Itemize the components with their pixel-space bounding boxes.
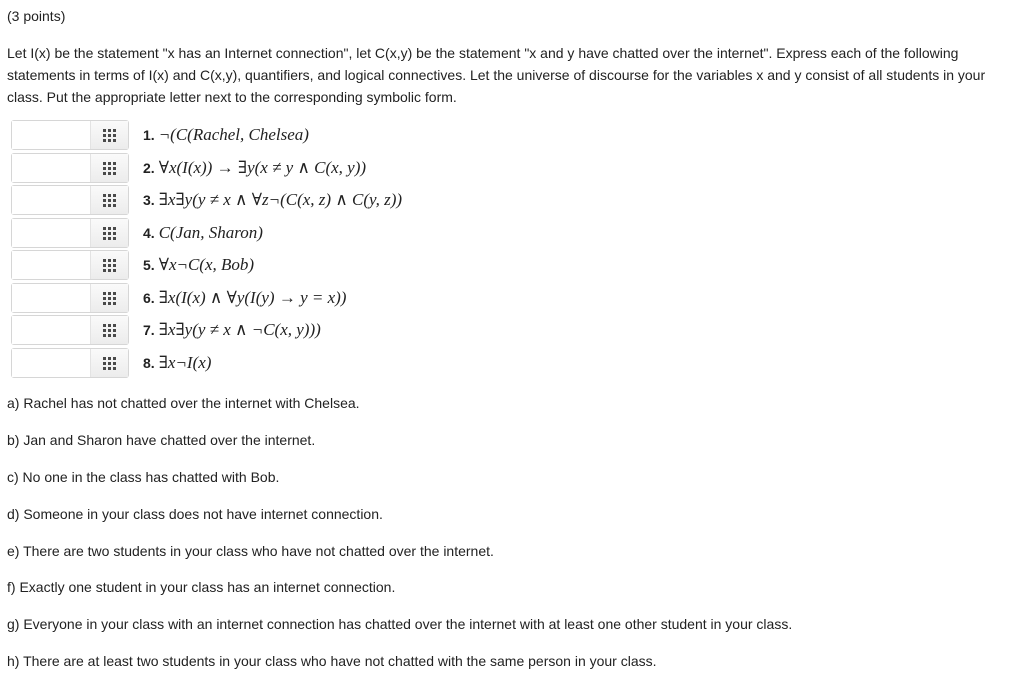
answer-option-h: h) There are at least two students in your class who have not chatted with the same person in your class.	[7, 653, 657, 669]
answer-dropdown-2[interactable]	[11, 153, 129, 183]
answer-option-c: c) No one in the class has chatted with Bob.	[7, 469, 280, 485]
item-number: 2.	[143, 159, 155, 176]
grid-icon	[103, 227, 116, 240]
symbolic-form	[143, 254, 254, 277]
dropdown-trigger-3[interactable]	[91, 186, 128, 214]
dropdown-trigger-4[interactable]	[91, 219, 128, 247]
item-expression: C(Jan, Sharon)	[158, 222, 263, 242]
item-number: 7.	[143, 322, 155, 338]
item-number: 4.	[143, 224, 155, 241]
matching-row	[11, 153, 711, 183]
answer-field-2[interactable]	[12, 154, 91, 182]
symbolic-form	[143, 222, 263, 245]
answer-field-7[interactable]	[12, 316, 91, 344]
item-expression: ∀x(I(x)) → ∃y(x ≠ y ∧ C(x, y))	[158, 157, 367, 177]
item-number: 1.	[143, 127, 155, 143]
grid-icon	[103, 324, 116, 337]
grid-icon	[103, 259, 116, 272]
item-expression: ∃x¬I(x)	[158, 352, 212, 372]
answer-dropdown-4[interactable]	[11, 218, 129, 248]
answer-option-a: a) Rachel has not chatted over the internet with Chelsea.	[7, 395, 360, 411]
answer-field-1[interactable]	[12, 121, 91, 149]
grid-icon	[103, 162, 116, 175]
points-label: (3 points)	[7, 8, 66, 24]
matching-row	[11, 348, 711, 378]
item-number: 6.	[143, 289, 155, 306]
item-expression: ∃x∃y(y ≠ x ∧ ¬C(x, y)))	[158, 320, 321, 339]
matching-row	[11, 218, 711, 248]
answer-dropdown-3[interactable]	[11, 185, 129, 215]
symbolic-form	[143, 189, 402, 212]
answer-option-b: b) Jan and Sharon have chatted over the internet.	[7, 432, 316, 448]
symbolic-form	[143, 287, 346, 310]
answer-option-e: e) There are two students in your class who have not chatted over the internet.	[7, 543, 494, 559]
item-number: 3.	[143, 192, 155, 208]
answer-dropdown-7[interactable]	[11, 315, 129, 345]
answer-field-8[interactable]	[12, 349, 91, 377]
item-expression: ¬(C(Rachel, Chelsea)	[158, 125, 309, 144]
answer-dropdown-5[interactable]	[11, 250, 129, 280]
answer-option-g: g) Everyone in your class with an internet connection has chatted over the internet with at least one other student in your class.	[7, 616, 793, 632]
answer-field-6[interactable]	[12, 284, 91, 312]
answer-option-f: f) Exactly one student in your class has an internet connection.	[7, 579, 396, 595]
symbolic-form	[143, 319, 321, 342]
grid-icon	[103, 357, 116, 370]
answer-dropdown-1[interactable]	[11, 120, 129, 150]
item-number: 8.	[143, 354, 155, 371]
matching-row	[11, 315, 711, 345]
matching-row	[11, 185, 711, 215]
dropdown-trigger-2[interactable]	[91, 154, 128, 182]
answer-field-3[interactable]	[12, 186, 91, 214]
item-expression: ∃x(I(x) ∧ ∀y(I(y) → y = x))	[158, 287, 347, 307]
answer-dropdown-6[interactable]	[11, 283, 129, 313]
dropdown-trigger-8[interactable]	[91, 349, 128, 377]
item-expression: ∀x¬C(x, Bob)	[158, 255, 255, 274]
grid-icon	[103, 292, 116, 305]
matching-row	[11, 250, 711, 280]
item-expression: ∃x∃y(y ≠ x ∧ ∀z¬(C(x, z) ∧ C(y, z))	[158, 190, 403, 209]
item-number: 5.	[143, 257, 155, 273]
grid-icon	[103, 194, 116, 207]
symbolic-form	[143, 157, 366, 180]
answer-field-5[interactable]	[12, 251, 91, 279]
dropdown-trigger-5[interactable]	[91, 251, 128, 279]
matching-row	[11, 120, 711, 150]
problem-statement: Let I(x) be the statement "x has an Internet connection", let C(x,y) be the statement "x and y have chatted over the internet". Express each of the following statements in terms of I(x) and C(x,y), quantifiers, and logical connectives. Let the universe of discourse for the variables x and y consist of all students in your class. Put the appropriate letter next to the corresponding symbolic form.	[7, 45, 986, 105]
dropdown-trigger-7[interactable]	[91, 316, 128, 344]
answer-dropdown-8[interactable]	[11, 348, 129, 378]
dropdown-trigger-6[interactable]	[91, 284, 128, 312]
dropdown-trigger-1[interactable]	[91, 121, 128, 149]
answer-option-d: d) Someone in your class does not have internet connection.	[7, 506, 383, 522]
grid-icon	[103, 129, 116, 142]
symbolic-form	[143, 352, 211, 375]
answer-field-4[interactable]	[12, 219, 91, 247]
matching-row	[11, 283, 711, 313]
symbolic-form	[143, 124, 309, 147]
